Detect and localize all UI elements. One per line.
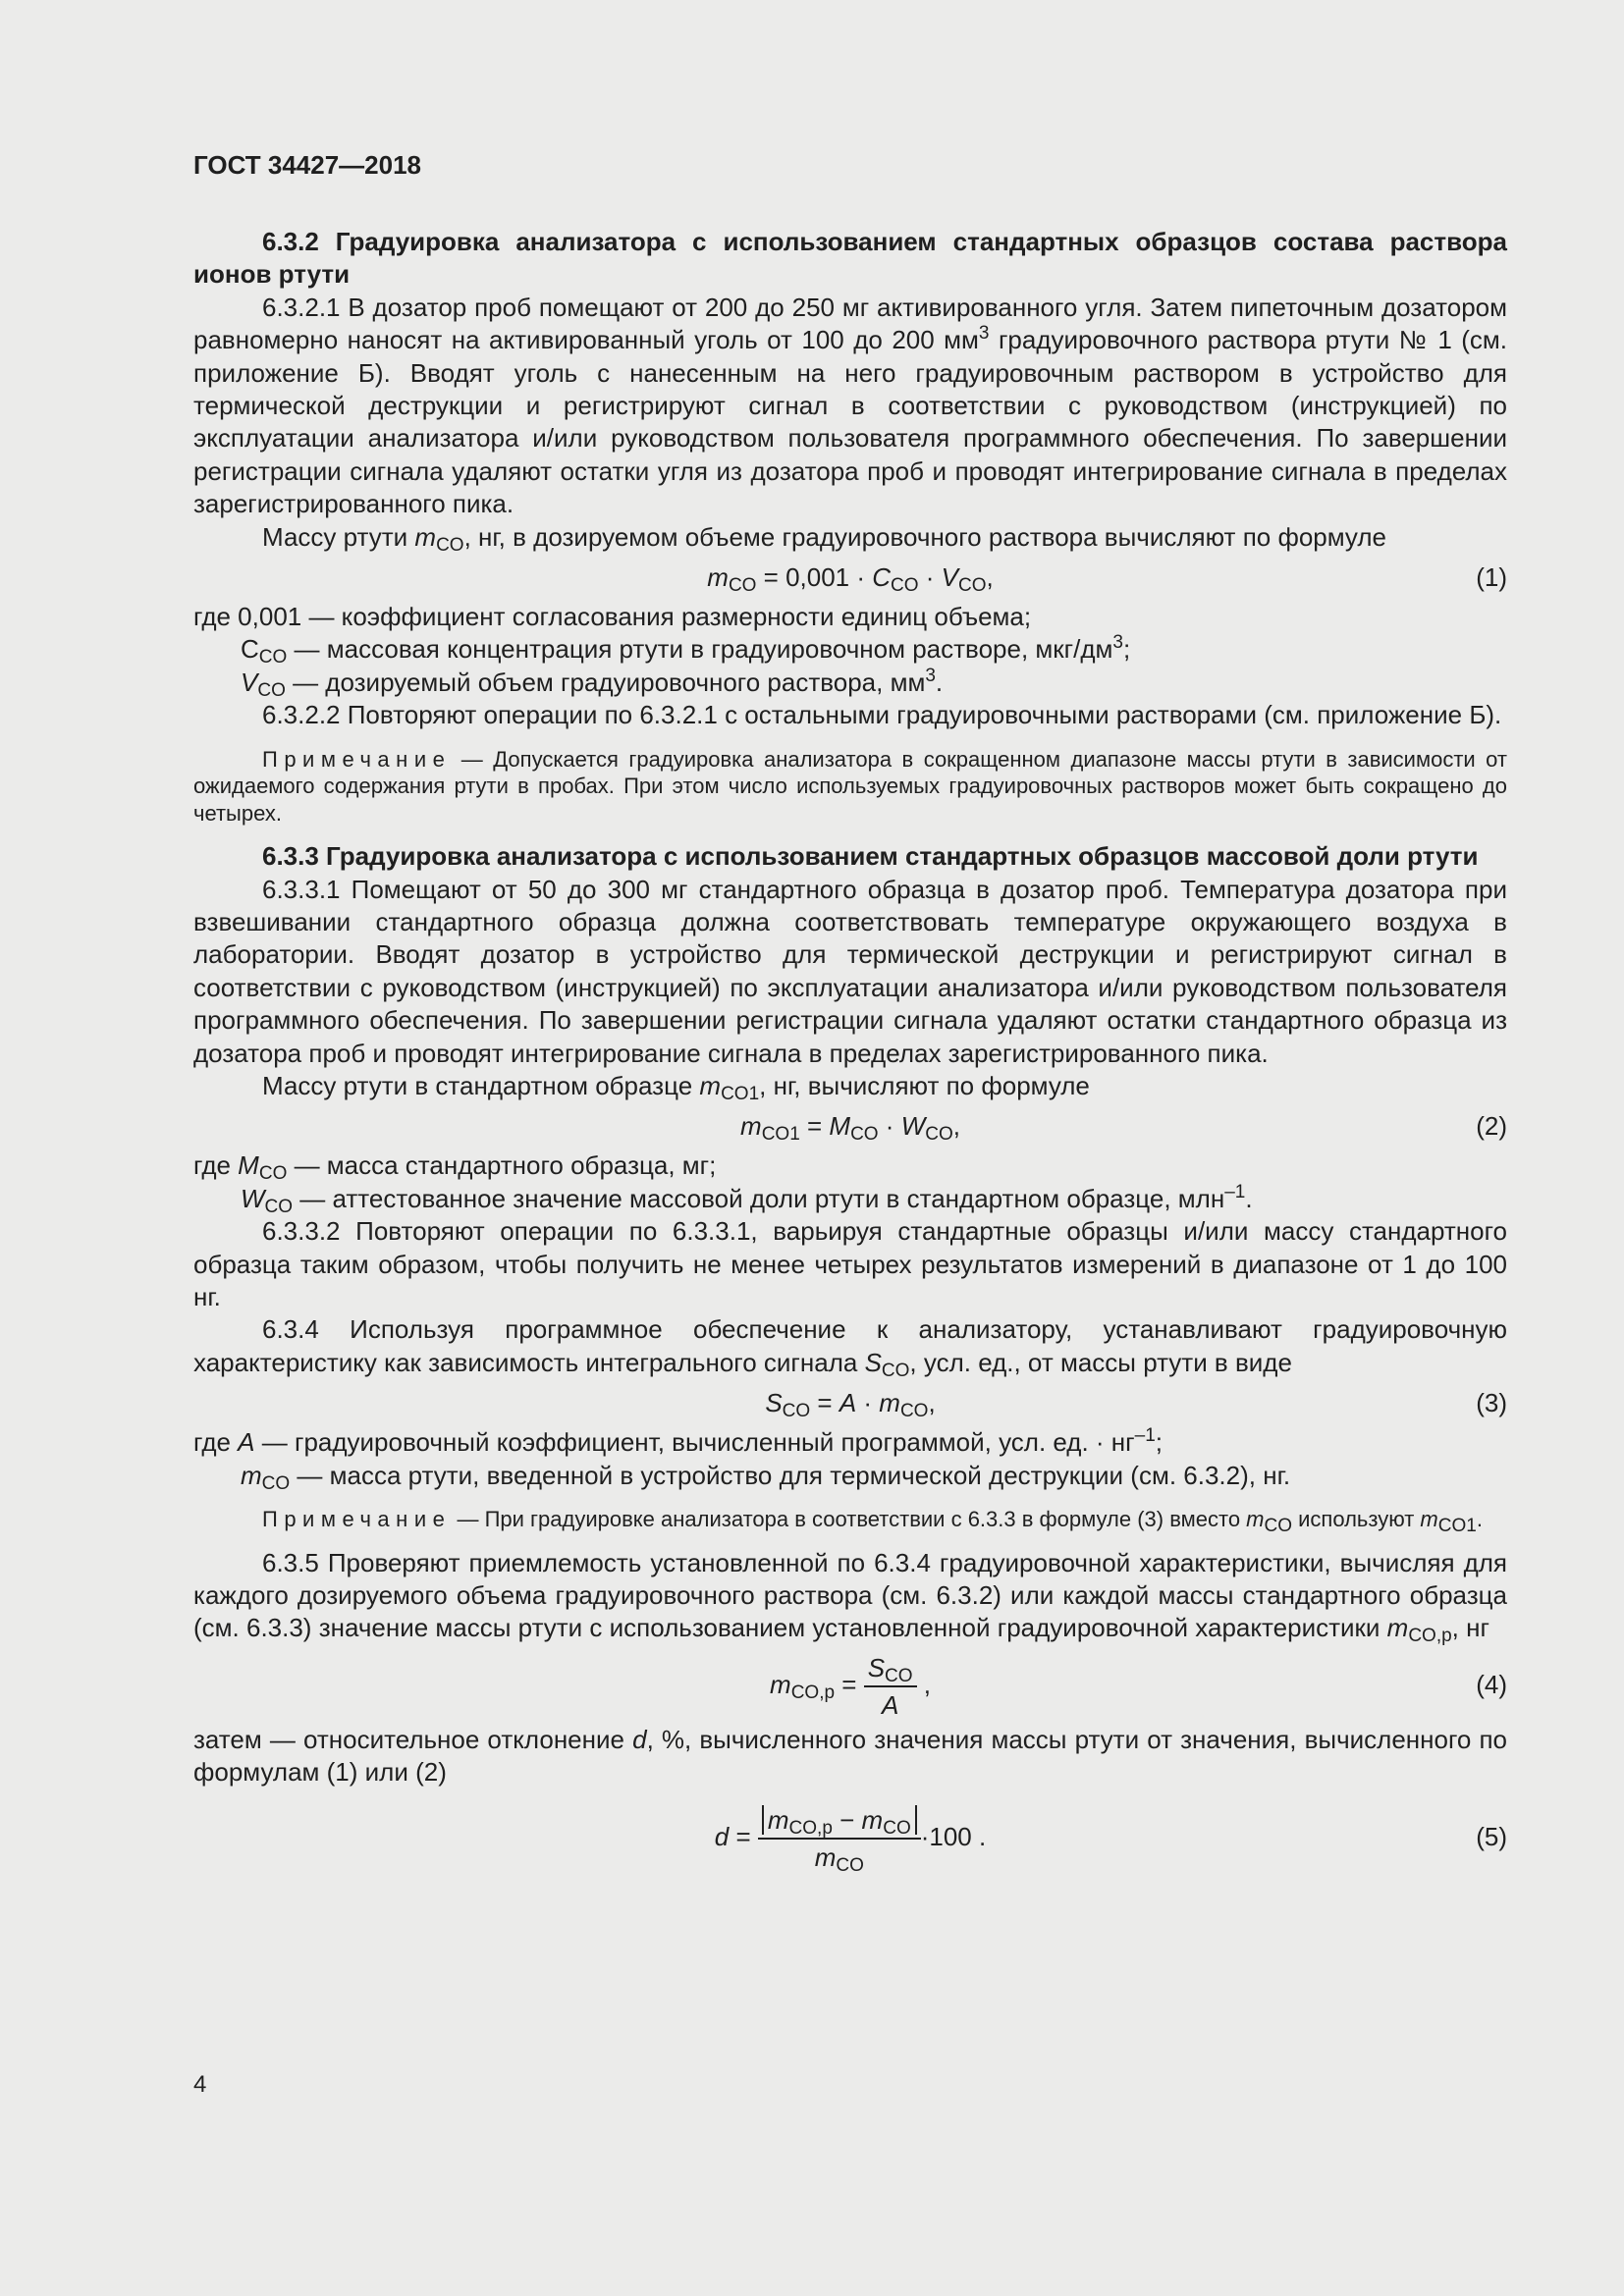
note: Примечание — Допускается градуировка анализатора в сокращенном диапазоне массы ртути в зависимости от ожидаемого содержания ртути в пробах. При этом число используемых градуировочных растворов может быть сокращено до четырех. (193, 746, 1507, 826)
paragraph-6-3-2-2: 6.3.2.2 Повторяют операции по 6.3.2.1 с остальными градуировочными растворами (см. приложение Б). (262, 700, 1502, 730)
formula-1: $m_{CO} = 0,001 \cdot C_{CO} \cdot V_{CO}$, (1) (193, 554, 1507, 601)
paragraph-mass-formula-intro: Массу ртути $m_{CO}$, нг, в дозируемом объеме градуировочного раствора вычисляют по формуле (262, 521, 1386, 556)
formula-number: (5) (1476, 1821, 1507, 1851)
where-line: где 0,001 — коэффициент согласования размерности единиц объема; (193, 602, 1032, 632)
paragraph-6-3-3-2: 6.3.3.2 Повторяют операции по 6.3.3.1, варьируя стандартные образцы и/или массу стандартного образца таким образом, чтобы получить не менее четырех результатов измерений в диапазоне от 1 до 100 нг. (193, 1216, 1507, 1312)
fraction: $\frac{m_{CO,p} - m_{CO}}{m_{CO}}$ (758, 1802, 921, 1875)
paragraph-6-3-4: 6.3.4 Используя программное обеспечение к анализатору, устанавливают градуировочную характеристику как зависимость интегрального сигнала $S_{CO}$, усл. ед., от массы ртути в виде (193, 1314, 1507, 1381)
where-line: $C_{CO}$ — массовая концентрация ртути в градуировочном растворе, мкг/$дм^3$; (241, 632, 1131, 668)
formula-4: $m_{CO,p}$ = $\frac{S_{CO}}{A}$ , (4) (193, 1645, 1507, 1724)
formula-3: $S_{CO} = A \cdot m_{CO}$, (3) (193, 1379, 1507, 1426)
paragraph-6-3-3-1: 6.3.3.1 Помещают от 50 до 300 мг стандартного образца в дозатор проб. Температура дозатора при взвешивании стандартного образца должна соответствовать температуре окружающего воздуха в лаборатории. Вводят дозатор в устройство для термической деструкции и регистрируют сигнал в соответствии с руководством (инструкцией) по эксплуатации анализатора и/или руководством пользователя программного обеспечения. По завершении регистрации сигнала удаляют остатки стандартного образца из дозатора проб и проводят интегрирование сигнала в пределах зарегистрированного пика. (193, 874, 1507, 1068)
formula-number: (3) (1476, 1388, 1507, 1418)
where-line: $V_{CO}$ — дозируемый объем градуировочного раствора, $мм^3$. (241, 665, 944, 701)
where-line: $m_{CO}$ — масса ртути, введенной в устройство для термической деструкции (см. 6.3.2), нг. (241, 1460, 1291, 1494)
formula-number: (2) (1476, 1111, 1507, 1142)
paragraph-mass-formula-intro-2: Массу ртути в стандартном образце $m_{CO1}$, нг, вычисляют по формуле (262, 1071, 1090, 1105)
heading-6-3-3: 6.3.3 Градуировка анализатора с использованием стандартных образцов массовой доли ртути (262, 841, 1479, 872)
formula-2: $m_{CO1} = M_{CO} \cdot W_{CO}$, (2) (193, 1102, 1507, 1149)
formula-number: (1) (1476, 562, 1507, 593)
where-line: $W_{CO}$ — аттестованное значение массовой доли ртути в стандартном образце, млн$^{-1}$. (241, 1181, 1253, 1217)
paragraph-6-3-5: 6.3.5 Проверяют приемлемость установленной по 6.3.4 градуировочной характеристики, вычисляя для каждого дозируемого объема градуировочного раствора (см. 6.3.2) или каждой массы стандартного образца (см. 6.3.3) значение массы ртути с использованием установленной градуировочной характеристики $m_{CO,p}$, нг (193, 1547, 1507, 1647)
section-6-3-2 (193, 226, 1507, 1884)
where-line: где A — градуировочный коэффициент, вычисленный программой, усл. ед. · $нг^{-1}$; (193, 1425, 1164, 1458)
note: Примечание — При градуировке анализатора в соответствии с 6.3.3 в формуле (3) вместо $m_{CO}$ используют $m_{CO1}$. (262, 1507, 1483, 1537)
paragraph-6-3-2-1: 6.3.2.1 В дозатор проб помещают от 200 до 250 мг активированного угля. Затем пипеточным дозатором равномерно наносят на активированный уголь от 100 до 200 $мм^3$ градуировочного раствора ртути № 1 (см. приложение Б). Вводят уголь с нанесенным на него градуировочным раствором в устройство для термической деструкции и регистрируют сигнал в соответствии с руководством (инструкцией) по эксплуатации анализатора и/или руководством пользователя программного обеспечения. По завершении регистрации сигнала удаляют остатки угля из дозатора проб и проводят интегрирование сигнала в пределах зарегистрированного пика. (193, 292, 1507, 519)
where-line: где $M_{CO}$ — масса стандартного образца, мг; (193, 1150, 717, 1185)
formula-number: (4) (1476, 1669, 1507, 1699)
paragraph-deviation: затем — относительное отклонение d, %, вычисленного значения массы ртути от значения, вычисленного по формулам (1) или (2) (193, 1724, 1507, 1788)
page-number: 4 (193, 2071, 207, 2098)
formula-5: d = $\frac{m_{CO,p} - m_{CO}}{m_{CO}}$ ·100 . (5) (193, 1789, 1507, 1884)
document-header: ГОСТ 34427—2018 (193, 150, 421, 180)
fraction: $\frac{S_{CO}}{A}$ (864, 1650, 917, 1723)
heading-6-3-2: 6.3.2 Градуировка анализатора с использованием стандартных образцов состава раствора ионов ртути (193, 227, 1507, 290)
